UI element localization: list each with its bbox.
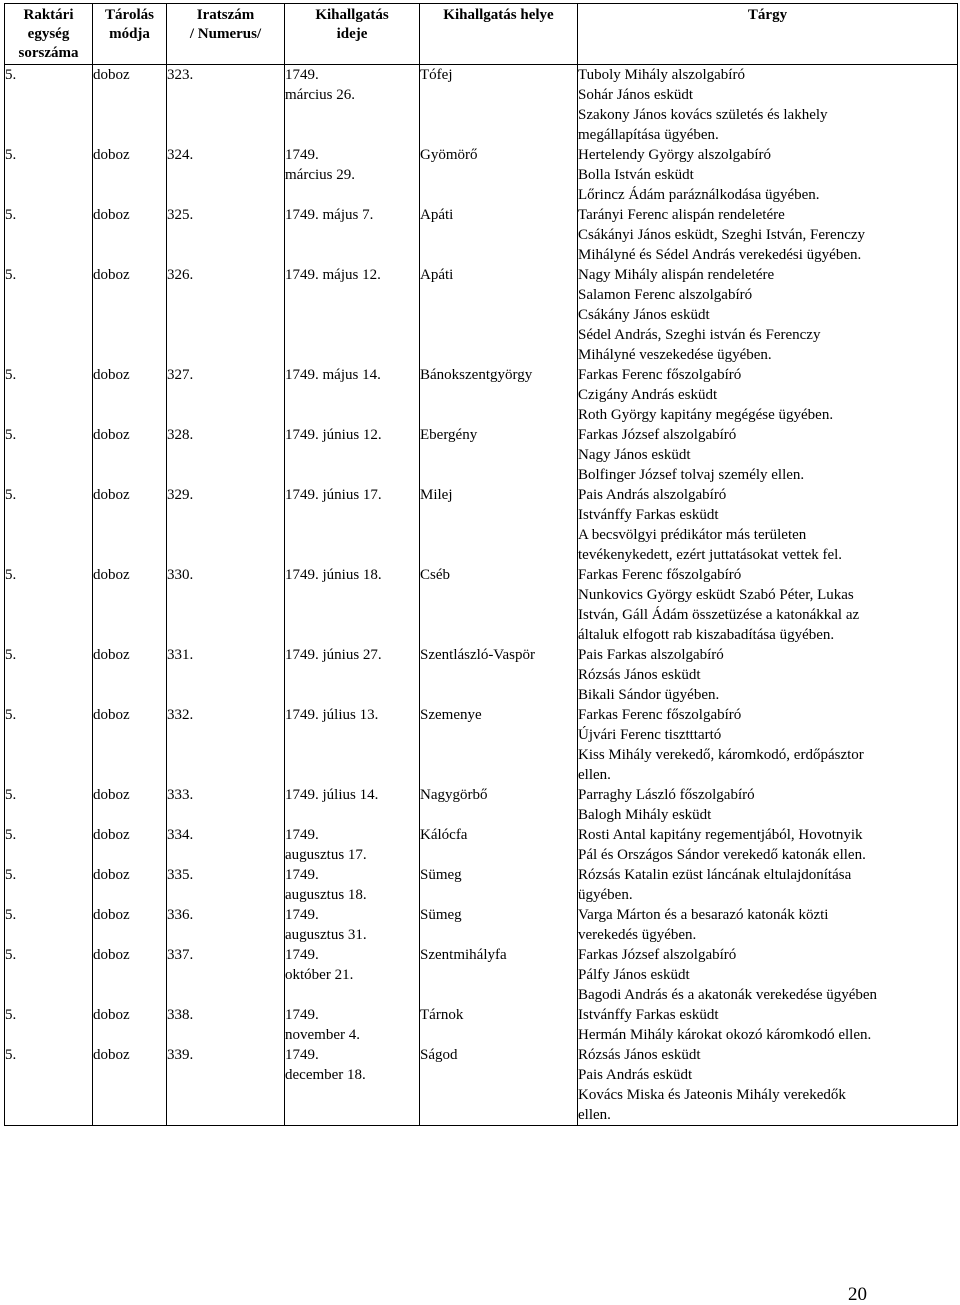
table-row: [5, 265, 958, 365]
date-line: november 4.: [285, 1027, 360, 1043]
cell-date: [285, 485, 420, 565]
subject-line: Bikali Sándor ügyében.: [578, 687, 720, 703]
cell-storage: doboz: [93, 65, 167, 146]
cell-subject: [578, 705, 958, 785]
cell-date: [285, 705, 420, 785]
date-line: 1749. május 7.: [285, 207, 374, 223]
cell-date: [285, 785, 420, 825]
cell-unit: 5.: [5, 825, 93, 865]
table-row: [5, 645, 958, 705]
header-line: egység: [27, 26, 70, 42]
header-row: [5, 4, 958, 65]
cell-number: 325.: [167, 205, 285, 265]
cell-date: [285, 1005, 420, 1045]
table-row: [5, 425, 958, 485]
subject-line: megállapítása ügyében.: [578, 127, 719, 143]
header-line: Kihallgatás: [315, 7, 389, 23]
subject-line: Varga Márton és a besarazó katonák közti: [578, 907, 829, 923]
cell-subject: [578, 65, 958, 146]
cell-number: 330.: [167, 565, 285, 645]
cell-unit: 5.: [5, 645, 93, 705]
cell-date: [285, 1045, 420, 1126]
col-header-date: [285, 4, 420, 65]
cell-subject: [578, 485, 958, 565]
subject-line: Nunkovics György esküdt Szabó Péter, Lukas: [578, 587, 854, 603]
subject-line: Hermán Mihály károkat okozó káromkodó ellen.: [578, 1027, 872, 1043]
subject-line: tevékenykedett, ezért juttatásokat vettek fel.: [578, 547, 843, 563]
cell-unit: 5.: [5, 365, 93, 425]
table-row: [5, 1045, 958, 1126]
cell-subject: [578, 865, 958, 905]
cell-place: Apáti: [420, 205, 578, 265]
cell-place: Milej: [420, 485, 578, 565]
subject-line: Nagy János esküdt: [578, 447, 691, 463]
cell-storage: doboz: [93, 785, 167, 825]
date-line: 1749. július 14.: [285, 787, 379, 803]
header-line: / Numerus/: [189, 26, 262, 42]
date-line: 1749.: [285, 827, 319, 843]
cell-storage: doboz: [93, 865, 167, 905]
subject-line: Rózsás Katalin ezüst láncának eltulajdonítása: [578, 867, 852, 883]
table-row: [5, 945, 958, 1005]
date-line: 1749.: [285, 907, 319, 923]
cell-unit: 5.: [5, 205, 93, 265]
cell-date: [285, 265, 420, 365]
date-line: 1749.: [285, 147, 319, 163]
cell-place: Ebergény: [420, 425, 578, 485]
cell-storage: doboz: [93, 945, 167, 1005]
col-header-storage: [93, 4, 167, 65]
subject-line: Istvánffy Farkas esküdt: [578, 1007, 719, 1023]
subject-line: Istvánffy Farkas esküdt: [578, 507, 719, 523]
table-row: [5, 785, 958, 825]
cell-unit: 5.: [5, 1005, 93, 1045]
header-line: Tárgy: [747, 7, 788, 23]
cell-unit: 5.: [5, 65, 93, 146]
cell-unit: 5.: [5, 145, 93, 205]
cell-number: 334.: [167, 825, 285, 865]
cell-place: Bánokszentgyörgy: [420, 365, 578, 425]
subject-line: Pál és Országos Sándor verekedő katonák ellen.: [578, 847, 866, 863]
date-line: 1749. június 27.: [285, 647, 382, 663]
cell-subject: [578, 825, 958, 865]
cell-place: Szentmihályfa: [420, 945, 578, 1005]
subject-line: Farkas Ferenc főszolgabíró: [578, 567, 742, 583]
subject-line: Rózsás János esküdt: [578, 667, 701, 683]
table-row: [5, 145, 958, 205]
cell-number: 337.: [167, 945, 285, 1005]
date-line: március 26.: [285, 87, 355, 103]
subject-line: általuk elfogott rab kiszabadítása ügyében.: [578, 627, 835, 643]
cell-number: 328.: [167, 425, 285, 485]
cell-number: 332.: [167, 705, 285, 785]
date-line: 1749.: [285, 67, 319, 83]
cell-place: Tárnok: [420, 1005, 578, 1045]
table-row: [5, 1005, 958, 1045]
cell-number: 331.: [167, 645, 285, 705]
cell-storage: doboz: [93, 905, 167, 945]
cell-unit: 5.: [5, 945, 93, 1005]
cell-subject: [578, 565, 958, 645]
date-line: 1749.: [285, 1047, 319, 1063]
register-table: [4, 3, 958, 1126]
date-line: 1749. június 18.: [285, 567, 382, 583]
cell-storage: doboz: [93, 825, 167, 865]
subject-line: Salamon Ferenc alszolgabíró: [578, 287, 753, 303]
cell-storage: doboz: [93, 705, 167, 785]
cell-date: [285, 205, 420, 265]
subject-line: István, Gáll Ádám összetüzése a katonákkal az: [578, 607, 860, 623]
subject-line: ügyében.: [578, 887, 633, 903]
cell-subject: [578, 265, 958, 365]
cell-number: 323.: [167, 65, 285, 146]
subject-line: Pais Farkas alszolgabíró: [578, 647, 724, 663]
subject-line: Roth György kapitány megégése ügyében.: [578, 407, 834, 423]
cell-number: 335.: [167, 865, 285, 905]
cell-subject: [578, 365, 958, 425]
subject-line: Farkas József alszolgabíró: [578, 427, 737, 443]
header-line: Kihallgatás helye: [443, 7, 554, 23]
table-row: [5, 705, 958, 785]
subject-line: Tuboly Mihály alszolgabíró: [578, 67, 745, 83]
subject-line: ellen.: [578, 1107, 611, 1123]
subject-line: Csákányi János esküdt, Szeghi István, Ferenczy: [578, 227, 866, 243]
cell-number: 333.: [167, 785, 285, 825]
cell-place: Cséb: [420, 565, 578, 645]
date-line: március 29.: [285, 167, 355, 183]
date-line: 1749. május 12.: [285, 267, 381, 283]
cell-place: Sümeg: [420, 905, 578, 945]
cell-date: [285, 145, 420, 205]
date-line: október 21.: [285, 967, 354, 983]
subject-line: Kovács Miska és Jateonis Mihály verekedők: [578, 1087, 846, 1103]
subject-line: Bolla István esküdt: [578, 167, 694, 183]
cell-date: [285, 865, 420, 905]
cell-storage: doboz: [93, 645, 167, 705]
cell-storage: doboz: [93, 145, 167, 205]
cell-date: [285, 565, 420, 645]
cell-unit: 5.: [5, 785, 93, 825]
subject-line: Sédel András, Szeghi istván és Ferenczy: [578, 327, 821, 343]
cell-storage: doboz: [93, 565, 167, 645]
col-header-subject: [578, 4, 958, 65]
cell-place: Ságod: [420, 1045, 578, 1126]
cell-subject: [578, 945, 958, 1005]
cell-subject: [578, 205, 958, 265]
cell-subject: [578, 645, 958, 705]
subject-line: Farkas József alszolgabíró: [578, 947, 737, 963]
cell-storage: doboz: [93, 265, 167, 365]
date-line: 1749.: [285, 867, 319, 883]
cell-date: [285, 645, 420, 705]
cell-subject: [578, 905, 958, 945]
subject-line: Pálfy János esküdt: [578, 967, 690, 983]
cell-place: Apáti: [420, 265, 578, 365]
subject-line: Bolfinger József tolvaj személy ellen.: [578, 467, 805, 483]
subject-line: Kiss Mihály verekedő, káromkodó, erdőpásztor: [578, 747, 864, 763]
subject-line: Parraghy László főszolgabíró: [578, 787, 755, 803]
register-rows: [5, 65, 958, 1126]
table-row: [5, 65, 958, 146]
cell-storage: doboz: [93, 1045, 167, 1126]
cell-unit: 5.: [5, 425, 93, 485]
table-row: [5, 905, 958, 945]
cell-place: Kálócfa: [420, 825, 578, 865]
cell-number: 324.: [167, 145, 285, 205]
subject-line: Szakony János kovács születés és lakhely: [578, 107, 828, 123]
cell-date: [285, 65, 420, 146]
cell-subject: [578, 785, 958, 825]
cell-date: [285, 365, 420, 425]
subject-line: Pais András esküdt: [578, 1067, 693, 1083]
cell-date: [285, 825, 420, 865]
header-line: sorszáma: [18, 45, 79, 61]
cell-storage: doboz: [93, 425, 167, 485]
subject-line: Farkas Ferenc főszolgabíró: [578, 367, 742, 383]
table-row: [5, 825, 958, 865]
table-row: [5, 485, 958, 565]
subject-line: Lőrincz Ádám paráználkodása ügyében.: [578, 187, 820, 203]
subject-line: Mihályné veszekedése ügyében.: [578, 347, 772, 363]
subject-line: Nagy Mihály alispán rendeletére: [578, 267, 775, 283]
cell-unit: 5.: [5, 905, 93, 945]
cell-subject: [578, 1045, 958, 1126]
cell-storage: doboz: [93, 1005, 167, 1045]
cell-storage: doboz: [93, 485, 167, 565]
subject-line: Rózsás János esküdt: [578, 1047, 701, 1063]
subject-line: Rosti Antal kapitány regementjából, Hovotnyik: [578, 827, 863, 843]
subject-line: Balogh Mihály esküdt: [578, 807, 712, 823]
cell-storage: doboz: [93, 205, 167, 265]
cell-number: 336.: [167, 905, 285, 945]
subject-line: verekedés ügyében.: [578, 927, 697, 943]
cell-unit: 5.: [5, 705, 93, 785]
cell-number: 327.: [167, 365, 285, 425]
subject-line: Pais András alszolgabíró: [578, 487, 727, 503]
cell-unit: 5.: [5, 265, 93, 365]
cell-number: 338.: [167, 1005, 285, 1045]
table-row: [5, 865, 958, 905]
col-header-unit: [5, 4, 93, 65]
subject-line: Újvári Ferenc tisztttartó: [578, 727, 722, 743]
subject-line: Sohár János esküdt: [578, 87, 693, 103]
date-line: 1749.: [285, 947, 319, 963]
cell-number: 326.: [167, 265, 285, 365]
date-line: 1749. július 13.: [285, 707, 379, 723]
cell-place: Szentlászló-Vaspör: [420, 645, 578, 705]
header-line: Iratszám: [196, 7, 255, 23]
cell-place: Tófej: [420, 65, 578, 146]
subject-line: Czigány András esküdt: [578, 387, 718, 403]
col-header-number: [167, 4, 285, 65]
date-line: 1749.: [285, 1007, 319, 1023]
cell-place: Gyömörő: [420, 145, 578, 205]
cell-unit: 5.: [5, 565, 93, 645]
date-line: december 18.: [285, 1067, 366, 1083]
subject-line: Hertelendy György alszolgabíró: [578, 147, 772, 163]
cell-unit: 5.: [5, 485, 93, 565]
cell-date: [285, 425, 420, 485]
table-row: [5, 565, 958, 645]
cell-place: Sümeg: [420, 865, 578, 905]
cell-storage: doboz: [93, 365, 167, 425]
header-line: Tárolás: [105, 7, 154, 23]
cell-number: 329.: [167, 485, 285, 565]
cell-subject: [578, 145, 958, 205]
cell-number: 339.: [167, 1045, 285, 1126]
cell-place: Nagygörbő: [420, 785, 578, 825]
date-line: 1749. május 14.: [285, 367, 381, 383]
table-row: [5, 205, 958, 265]
date-line: augusztus 18.: [285, 887, 367, 903]
date-line: 1749. június 17.: [285, 487, 382, 503]
subject-line: Tarányi Ferenc alispán rendeletére: [578, 207, 785, 223]
subject-line: Farkas Ferenc főszolgabíró: [578, 707, 742, 723]
date-line: 1749. június 12.: [285, 427, 382, 443]
col-header-place: [420, 4, 578, 65]
subject-line: Mihályné és Sédel András verekedési ügyében.: [578, 247, 862, 263]
subject-line: ellen.: [578, 767, 611, 783]
cell-unit: 5.: [5, 865, 93, 905]
cell-date: [285, 905, 420, 945]
subject-line: A becsvölgyi prédikátor más területen: [578, 527, 807, 543]
subject-line: Bagodi András és a akatonák verekedése ügyében: [578, 987, 878, 1003]
cell-unit: 5.: [5, 1045, 93, 1126]
date-line: augusztus 17.: [285, 847, 367, 863]
subject-line: Csákány János esküdt: [578, 307, 710, 323]
table-row: [5, 365, 958, 425]
header-line: ideje: [336, 26, 368, 42]
cell-place: Szemenye: [420, 705, 578, 785]
date-line: augusztus 31.: [285, 927, 367, 943]
cell-subject: [578, 1005, 958, 1045]
cell-date: [285, 945, 420, 1005]
header-line: Raktári: [23, 7, 74, 23]
page-number: 20: [848, 1284, 867, 1305]
header-line: módja: [109, 26, 150, 42]
cell-subject: [578, 425, 958, 485]
